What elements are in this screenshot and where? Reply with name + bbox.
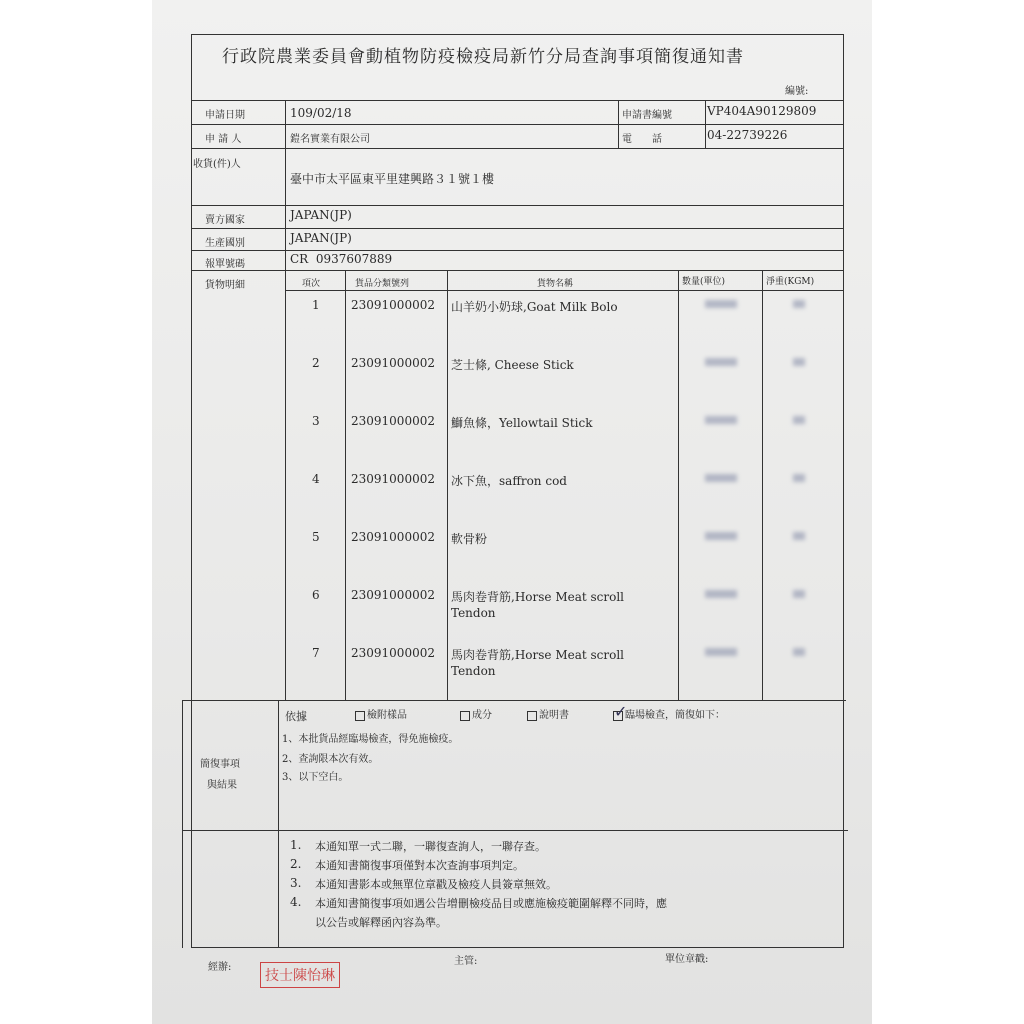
item-qty-redacted [705, 474, 737, 482]
item-weight-redacted [793, 532, 805, 540]
basis-option[interactable] [613, 701, 725, 721]
item-weight-redacted [793, 590, 805, 598]
row-divider [191, 124, 844, 125]
consignee-label: 收貨(件)人 [193, 159, 241, 170]
section-divider [182, 830, 848, 831]
check-mark-icon: ✓ [614, 701, 628, 721]
document-title: 行政院農業委員會動植物防疫檢疫局新竹分局查詢事項簡復通知書 [222, 47, 744, 67]
note-text: 本通知單一式二聯，一聯復查詢人，一聯存查。 [315, 840, 546, 853]
origin-value: JAPAN(JP) [290, 231, 352, 245]
result-label-1: 簡復事項 [200, 759, 240, 770]
item-weight-redacted [793, 648, 805, 656]
consignee-value: 臺中市太平區東平里建興路３１號１樓 [290, 172, 495, 186]
col-header-weight: 淨重(KGM) [766, 277, 815, 287]
note-text: 本通知書簡復事項僅對本次查詢事項判定。 [315, 859, 524, 872]
item-name-2: Tendon [451, 606, 496, 620]
row-divider [191, 270, 844, 271]
item-code: 23091000002 [351, 414, 435, 428]
handler-label: 經辦: [208, 962, 232, 973]
item-qty-redacted [705, 590, 737, 598]
item-no: 6 [312, 588, 320, 602]
result-label-2: 與結果 [207, 780, 237, 791]
origin-label: 生產國別 [205, 238, 245, 249]
col-header-qty: 數量(單位) [682, 277, 726, 287]
supervisor-label: 主管: [454, 956, 478, 967]
item-qty-redacted [705, 358, 737, 366]
item-name: 馬肉卷背筋,Horse Meat scroll [451, 590, 625, 604]
applicant-label: 申 請 人 [205, 134, 242, 145]
col-header-name: 貨物名稱 [537, 279, 574, 289]
decl-label: 報單號碼 [205, 259, 245, 270]
checkbox[interactable] [460, 711, 470, 721]
phone-label: 電 話 [622, 134, 662, 145]
item-code: 23091000002 [351, 298, 435, 312]
basis-option-label: 檢附樣品 [367, 710, 407, 721]
item-code: 23091000002 [351, 530, 435, 544]
item-code: 23091000002 [351, 356, 435, 370]
result-line-3: 3、以下空白。 [282, 772, 349, 783]
basis-option[interactable] [355, 706, 407, 721]
item-name-2: Tendon [451, 664, 496, 678]
col-header-no: 項次 [302, 279, 321, 289]
item-weight-redacted [793, 300, 805, 308]
serial-label: 編號: [785, 86, 809, 97]
note-number: 1. [290, 838, 302, 852]
column-divider [618, 100, 619, 148]
column-divider [705, 100, 706, 148]
item-name: 鰤魚條，Yellowtail Stick [451, 416, 593, 430]
section-divider [182, 700, 846, 701]
applicant-value: 鎧名實業有限公司 [290, 134, 370, 145]
item-weight-redacted [793, 416, 805, 424]
item-weight-redacted [793, 474, 805, 482]
date-value: 109/02/18 [290, 106, 352, 120]
note-number: 2. [290, 857, 302, 871]
item-code: 23091000002 [351, 588, 435, 602]
item-weight-redacted [793, 358, 805, 366]
row-divider [191, 205, 844, 206]
phone-value: 04-22739226 [707, 128, 788, 142]
item-code: 23091000002 [351, 472, 435, 486]
decl-value: CR 0937607889 [290, 252, 393, 266]
row-divider [285, 290, 844, 291]
row-divider [191, 148, 844, 149]
item-qty-redacted [705, 648, 737, 656]
seller-value: JAPAN(JP) [290, 208, 352, 222]
seller-label: 賣方國家 [205, 215, 245, 226]
note-number: 4. [290, 895, 302, 909]
column-divider [447, 270, 448, 700]
basis-option-label: 說明書 [539, 710, 569, 721]
app-no-label: 申請書編號 [622, 110, 672, 121]
column-divider [678, 270, 679, 700]
item-name: 軟骨粉 [451, 532, 488, 546]
item-name: 馬肉卷背筋,Horse Meat scroll [451, 648, 625, 662]
col-header-code: 貨品分類號列 [355, 279, 410, 289]
result-line-2: 2、查詢限本次有效。 [282, 754, 379, 765]
item-no: 4 [312, 472, 320, 486]
note-number: 3. [290, 876, 302, 890]
checkbox[interactable] [527, 711, 537, 721]
item-no: 7 [312, 646, 320, 660]
goods-label: 貨物明細 [205, 280, 245, 291]
date-label: 申請日期 [205, 110, 245, 121]
basis-label: 依據 [285, 710, 307, 723]
item-name: 芝士條, Cheese Stick [451, 358, 574, 372]
column-divider [285, 100, 286, 700]
item-name: 冰下魚，saffron cod [451, 474, 567, 488]
item-code: 23091000002 [351, 646, 435, 660]
item-no: 1 [312, 298, 320, 312]
item-qty-redacted [705, 416, 737, 424]
checkbox[interactable] [613, 701, 628, 721]
item-no: 3 [312, 414, 320, 428]
item-qty-redacted [705, 532, 737, 540]
basis-option-label: 臨場檢查，簡復如下： [625, 710, 725, 721]
column-divider [762, 270, 763, 700]
basis-option[interactable] [527, 706, 569, 721]
item-qty-redacted [705, 300, 737, 308]
app-no-value: VP404A90129809 [707, 104, 817, 118]
form-frame [191, 34, 844, 948]
result-line-1: 1、本批貨品經臨場檢查，得免施檢疫。 [282, 734, 459, 745]
row-divider [191, 100, 844, 101]
checkbox[interactable] [355, 711, 365, 721]
item-name: 山羊奶小奶球,Goat Milk Bolo [451, 300, 618, 314]
row-divider [191, 250, 844, 251]
column-divider [278, 700, 279, 948]
column-divider [182, 700, 183, 948]
note-text: 本通知書簡復事項如遇公告增刪檢疫品目或應施檢疫範圍解釋不同時，應 [315, 897, 667, 910]
basis-option-label: 成分 [472, 710, 492, 721]
item-no: 5 [312, 530, 320, 544]
note-text: 本通知書影本或無單位章戳及檢疫人員簽章無效。 [315, 878, 557, 891]
unit-stamp-label: 單位章戳: [665, 954, 709, 965]
note-text: 以公告或解釋函內容為準。 [315, 916, 447, 929]
handler-stamp: 技士陳怡琳 [260, 962, 340, 988]
row-divider [191, 228, 844, 229]
item-no: 2 [312, 356, 320, 370]
column-divider [345, 270, 346, 700]
basis-option[interactable] [460, 706, 492, 721]
